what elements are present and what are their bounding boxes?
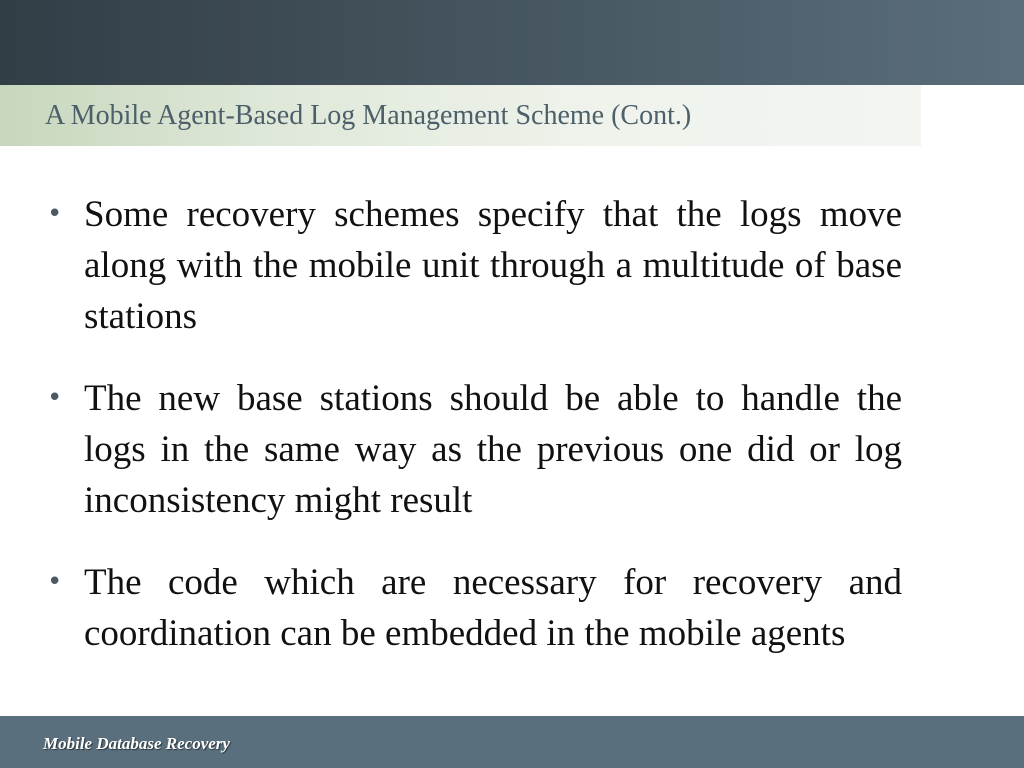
bullet-icon: •: [47, 567, 63, 597]
bullet-item: [44, 189, 902, 342]
bullet-icon: •: [47, 199, 63, 229]
bullet-item: [44, 373, 902, 526]
footer-text: Mobile Database Recovery: [43, 734, 230, 753]
bullet-item: [44, 557, 902, 659]
header-band: [0, 0, 1024, 85]
bullet-text: Some recovery schemes specify that the logs move along with the mobile unit through a multitude of base stations: [84, 194, 902, 337]
bullet-text: The code which are necessary for recovery and coordination can be embedded in the mobile agents: [84, 562, 902, 654]
bullet-text: The new base stations should be able to handle the logs in the same way as the previous one did or log inconsistency might result: [84, 378, 902, 521]
bullet-list: [44, 189, 902, 659]
bullet-icon: •: [47, 383, 63, 413]
slide-title: A Mobile Agent-Based Log Management Scheme (Cont.): [45, 100, 692, 131]
